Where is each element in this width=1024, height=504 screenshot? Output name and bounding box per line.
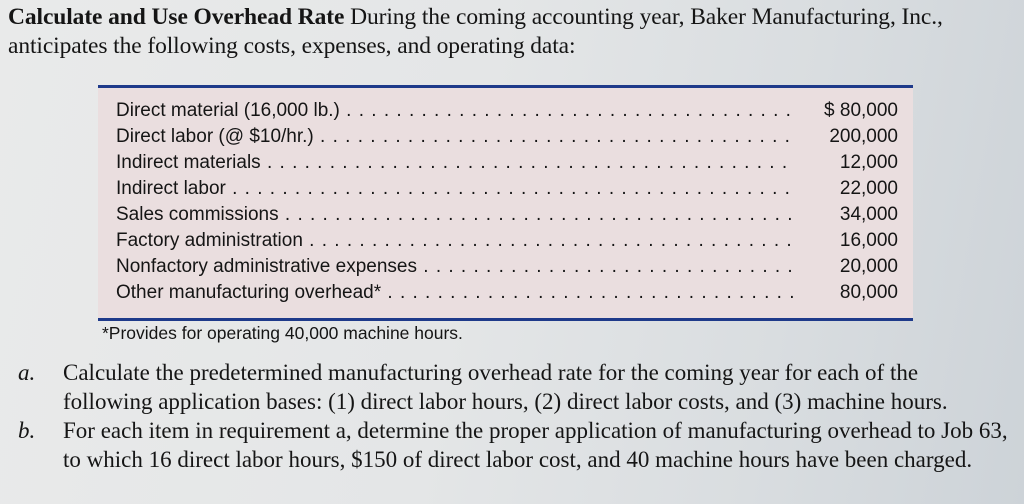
row-value: 200,000 (829, 126, 898, 147)
requirement-letter: b. (18, 418, 36, 443)
row-value: 34,000 (839, 204, 898, 225)
table-row (116, 176, 898, 202)
row-label: Nonfactory administrative expenses . . . (116, 254, 794, 280)
requirement-letter: a. (18, 360, 36, 385)
row-label: Indirect labor . . . (116, 176, 794, 202)
row-value: 16,000 (839, 230, 898, 251)
table-row (116, 124, 898, 150)
row-label: Indirect materials . . . (116, 150, 794, 176)
row-value: 20,000 (839, 256, 898, 277)
cost-data-table (98, 85, 913, 321)
requirement-text: Calculate the predetermined manufacturing overhead rate for the coming year for each of the following application bases: (1) direct labor hours, (2) direct labor costs, and (3) machine hours. (63, 360, 948, 414)
row-value: $ 80,000 (824, 100, 898, 121)
table-row (116, 150, 898, 176)
requirement-text: For each item in requirement a, determine the proper application of manufacturing overhead to Job 63, to which 16 direct labor hours, $150 of direct labor cost, and 40 machine hours have been charged. (63, 418, 1008, 472)
row-label: Direct labor (@ $10/hr.) . . . (116, 124, 794, 150)
row-value: 22,000 (839, 178, 898, 199)
table-row (116, 280, 898, 306)
table-footnote: *Provides for operating 40,000 machine hours. (102, 323, 463, 343)
table-row (116, 202, 898, 228)
problem-intro (8, 3, 1018, 61)
problem-intro-text: During the coming accounting year, Baker Manufacturing, Inc., anticipates the following costs, expenses, and operating data: (8, 4, 943, 59)
table-row (116, 254, 898, 280)
table-row (116, 228, 898, 254)
problem-heading: Calculate and Use Overhead Rate (8, 4, 345, 30)
row-label: Sales commissions . . . (116, 202, 794, 228)
row-label: Factory administration . . . (116, 228, 794, 254)
row-value: 80,000 (839, 282, 898, 303)
table-row (116, 98, 898, 124)
row-label: Other manufacturing overhead* . . . (116, 280, 794, 306)
row-value: 12,000 (839, 152, 898, 173)
row-label: Direct material (16,000 lb.) . . . (116, 98, 794, 124)
